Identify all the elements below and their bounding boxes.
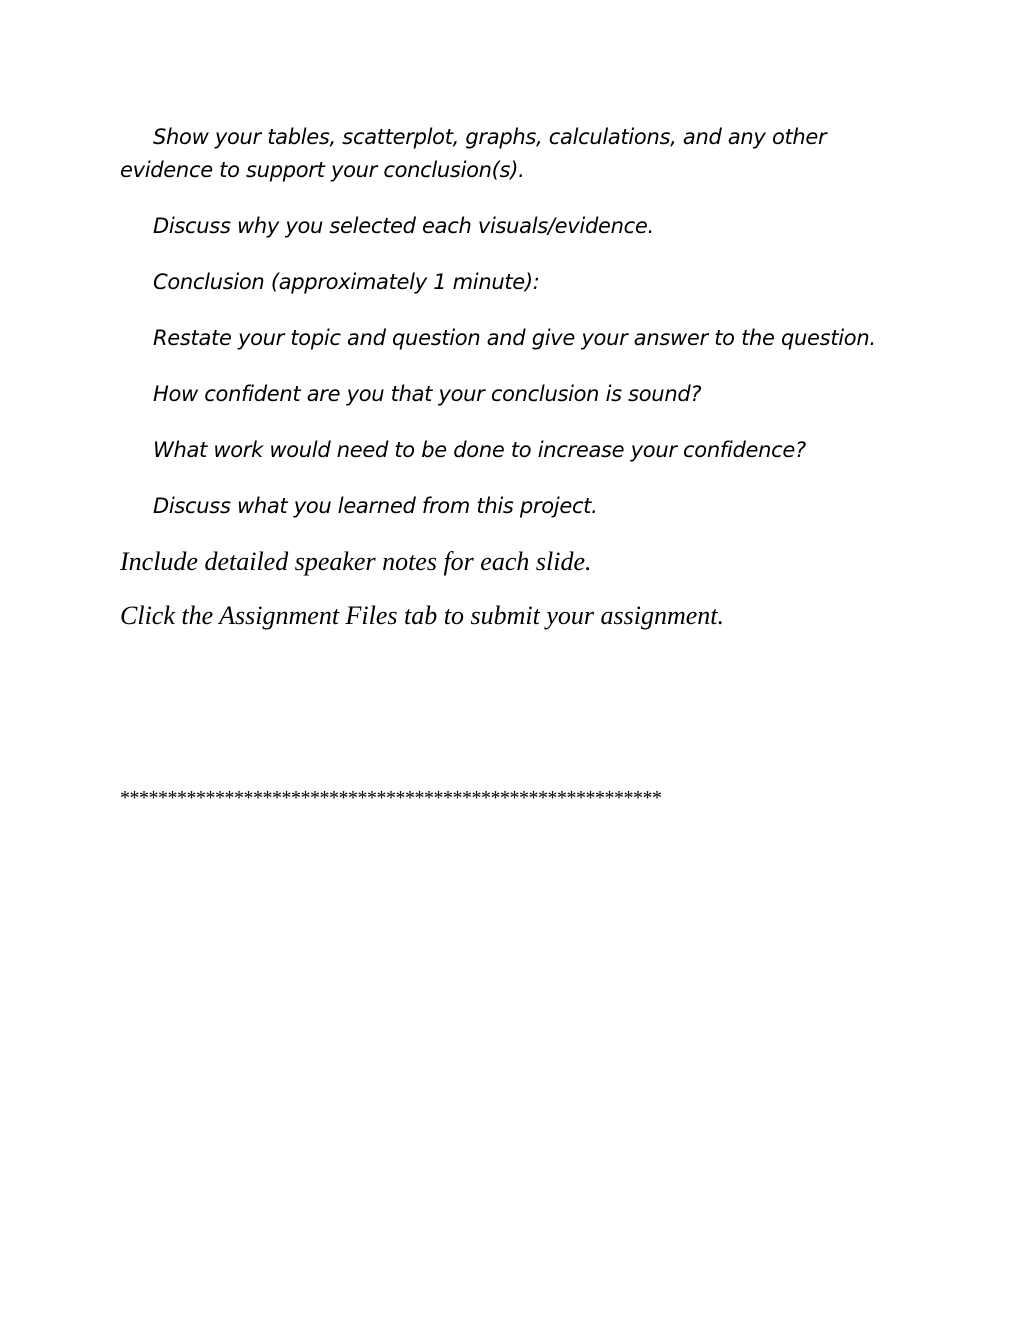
paragraph-conclusion-heading: Conclusion (approximately 1 minute):: [153, 270, 540, 294]
separator-line: *********************************************************: [120, 787, 662, 809]
document-body: [120, 121, 880, 654]
paragraph-submit-assignment: Click the Assignment Files tab to submit your assignment.: [120, 601, 724, 630]
paragraph-show-evidence: Show your tables, scatterplot, graphs, calculations, and any other evidence to support your conclusion(s).: [120, 125, 827, 182]
paragraph-increase-confidence: What work would need to be done to increase your confidence?: [153, 438, 806, 462]
paragraph-confidence: How confident are you that your conclusion is sound?: [153, 382, 702, 406]
paragraph-what-learned: Discuss what you learned from this project.: [153, 494, 598, 518]
paragraph-speaker-notes: Include detailed speaker notes for each slide.: [120, 547, 592, 576]
paragraph-discuss-visuals: Discuss why you selected each visuals/evidence.: [153, 214, 654, 238]
paragraph-restate-topic: Restate your topic and question and give your answer to the question.: [153, 326, 876, 350]
